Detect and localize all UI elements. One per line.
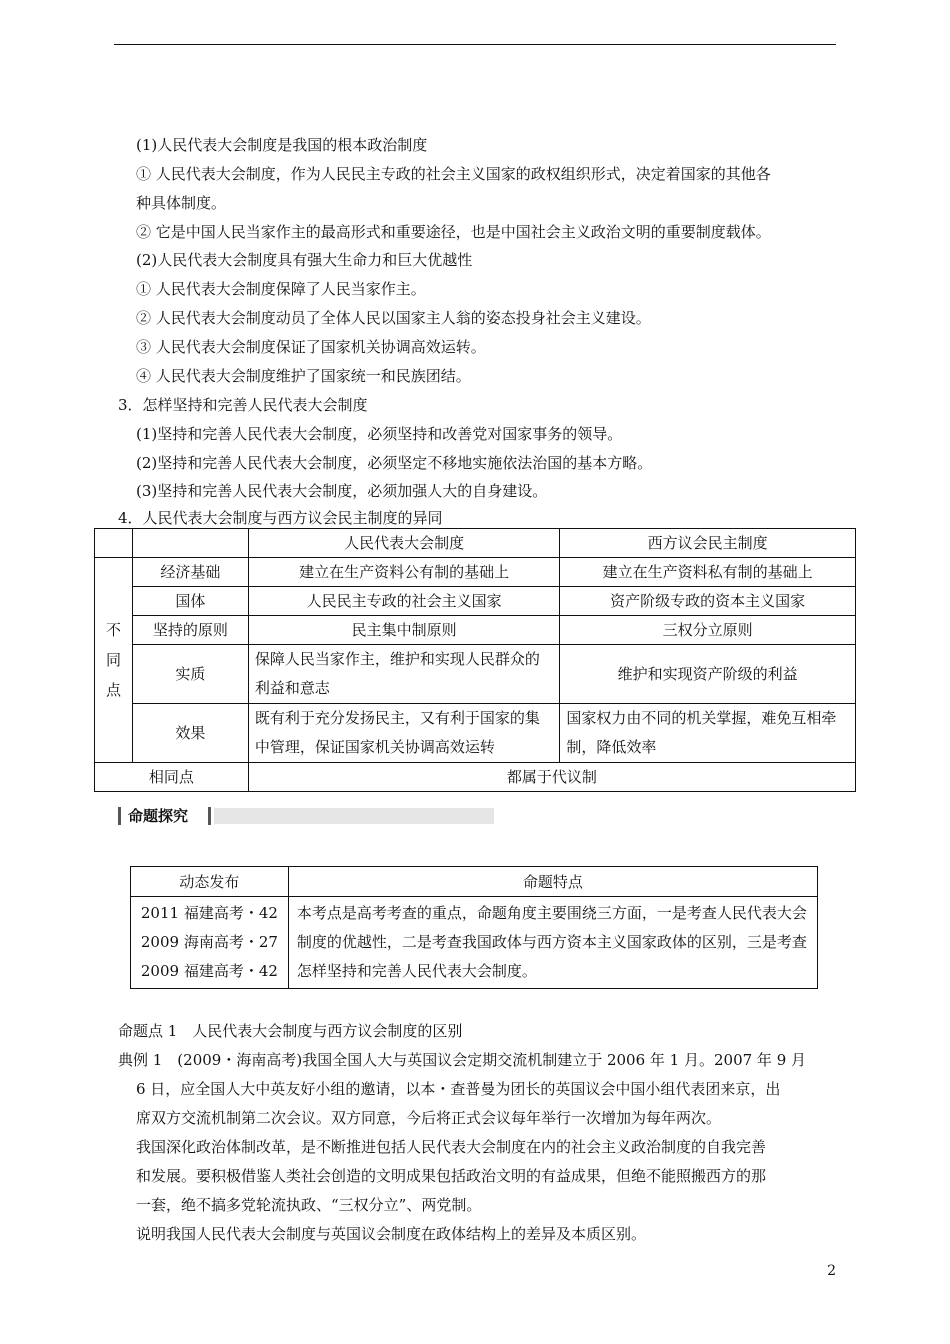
- cell-western: 国家权力由不同的机关掌握，难免互相牵制，降低效率: [560, 704, 856, 763]
- example-line: 和发展。要积极借鉴人类社会创造的文明成果包括政治文明的有益成果，但绝不能照搬西方的那: [136, 1167, 767, 1185]
- cell-npc: 保障人民当家作主，维护和实现人民群众的利益和意志: [248, 645, 560, 704]
- differences-label: 不 同 点: [95, 558, 133, 763]
- cell-western: 建立在生产资料私有制的基础上: [560, 558, 856, 587]
- row-label: 国体: [132, 587, 248, 616]
- same-value: 都属于代议制: [248, 763, 855, 792]
- text-line: (2)坚持和完善人民代表大会制度，必须坚定不移地实施依法治国的基本方略。: [136, 454, 653, 472]
- text-line: (1)坚持和完善人民代表大会制度，必须坚持和改善党对国家事务的领导。: [136, 425, 623, 443]
- page-number: 2: [827, 1263, 836, 1279]
- text-line: ② 它是中国人民当家作主的最高形式和重要途径，也是中国社会主义政治文明的重要制度载体。: [136, 223, 771, 241]
- text-line: 种具体制度。: [136, 194, 227, 212]
- cell-npc: 既有利于充分发扬民主，又有利于国家的集中管理，保证国家机关协调高效运转: [248, 704, 560, 763]
- example-line: 6 日，应全国人大中英友好小组的邀请，以本・查普曼为团长的英国议会中国小组代表团来京，出: [136, 1080, 781, 1098]
- header-rule: [114, 44, 836, 45]
- exam-feature: 本考点是高考考查的重点，命题角度主要围绕三方面，一是考查人民代表大会制度的优越性，二是考查我国政体与西方资本主义国家政体的区别，三是考查怎样坚持和完善人民代表大会制度。: [288, 897, 817, 989]
- exam-table: [130, 866, 818, 989]
- text-line: ④ 人民代表大会制度维护了国家统一和民族团结。: [136, 367, 471, 385]
- header-npc: 人民代表大会制度: [248, 529, 560, 558]
- section-fill-bar: [214, 808, 494, 824]
- header-western: 西方议会民主制度: [560, 529, 856, 558]
- table-corner-cell: [132, 529, 248, 558]
- row-label: 经济基础: [132, 558, 248, 587]
- cell-npc: 民主集中制原则: [248, 616, 560, 645]
- section-heading-4: 4．人民代表大会制度与西方议会民主制度的异同: [118, 509, 443, 527]
- cell-western: 三权分立原则: [560, 616, 856, 645]
- section-heading-3: 3．怎样坚持和完善人民代表大会制度: [118, 396, 368, 414]
- exam-header-feature: 命题特点: [288, 867, 817, 897]
- cell-npc: 建立在生产资料公有制的基础上: [248, 558, 560, 587]
- cell-npc: 人民民主专政的社会主义国家: [248, 587, 560, 616]
- cell-western: 资产阶级专政的资本主义国家: [560, 587, 856, 616]
- exam-sources: 2011 福建高考・42 2009 海南高考・27 2009 福建高考・42: [131, 897, 289, 989]
- question-line: 说明我国人民代表大会制度与英国议会制度在政体结构上的差异及本质区别。: [136, 1225, 647, 1243]
- table-corner-cell: [95, 529, 133, 558]
- text-line: (1)人民代表大会制度是我国的根本政治制度: [136, 136, 428, 154]
- cell-western: 维护和实现资产阶级的利益: [560, 645, 856, 704]
- text-line: (3)坚持和完善人民代表大会制度，必须加强人大的自身建设。: [136, 482, 548, 500]
- exam-header-source: 动态发布: [131, 867, 289, 897]
- example-line: 典例 1 (2009・海南高考)我国全国人大与英国议会定期交流机制建立于 2006 年 1 月。2007 年 9 月: [118, 1051, 807, 1069]
- topic-point: 命题点 1 人民代表大会制度与西方议会制度的区别: [118, 1022, 463, 1040]
- example-line: 席双方交流机制第二次会议。双方同意，今后将正式会议每年举行一次增加为每年两次。: [136, 1109, 722, 1127]
- row-label: 坚持的原则: [132, 616, 248, 645]
- text-line: ① 人民代表大会制度保障了人民当家作主。: [136, 280, 426, 298]
- text-line: (2)人民代表大会制度具有强大生命力和巨大优越性: [136, 251, 473, 269]
- same-label: 相同点: [95, 763, 249, 792]
- example-line: 我国深化政治体制改革，是不断推进包括人民代表大会制度在内的社会主义政治制度的自我完善: [136, 1138, 767, 1156]
- text-line: ② 人民代表大会制度动员了全体人民以国家主人翁的姿态投身社会主义建设。: [136, 309, 651, 327]
- section-bar-icon: [118, 807, 121, 825]
- comparison-table: [94, 528, 856, 792]
- row-label: 效果: [132, 704, 248, 763]
- row-label: 实质: [132, 645, 248, 704]
- section-title: 命题探究: [128, 807, 189, 825]
- text-line: ① 人民代表大会制度，作为人民民主专政的社会主义国家的政权组织形式，决定着国家的其他各: [136, 165, 771, 183]
- text-line: ③ 人民代表大会制度保证了国家机关协调高效运转。: [136, 338, 486, 356]
- section-bar-icon: [208, 807, 211, 825]
- example-line: 一套，绝不搞多党轮流执政、“三权分立”、两党制。: [136, 1196, 482, 1214]
